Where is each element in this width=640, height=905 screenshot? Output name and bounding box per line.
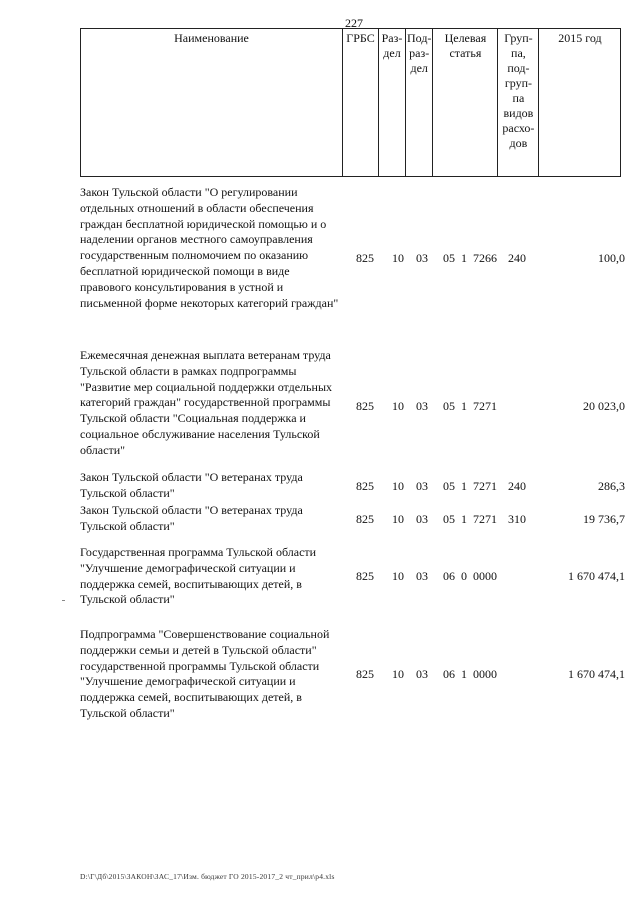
row-podrazdel: 03 [416,479,428,493]
row-podrazdel: 03 [416,251,428,265]
row-razdel: 10 [392,512,404,526]
row-gruppa: 240 [508,251,526,265]
row-sum: 20 023,0 [583,399,625,413]
row-grbs: 825 [356,479,374,493]
file-path-footer: D:\Г\Дб\2015\ЗАКОН\ЗАС_17\Изм. бюджет ГО 2015-2017_2 чт_прил\р4.xls [80,872,335,881]
row-grbs: 825 [356,512,374,526]
row-name: Закон Тульской области "О регулировании отдельных отношений в области обеспечения граждан бесплатной юридической помощью и о наделении органов местного самоуправления государственным полномочием по оказанию бесплатной юридической помощи в виде правового консультирования в устной и письменной форме некоторых категорий граждан" [80,185,339,310]
row-grbs: 825 [356,667,374,681]
row-grbs: 825 [356,569,374,583]
row-podrazdel: 03 [416,569,428,583]
row-gruppa: 310 [508,512,526,526]
row-celevaya: 06 0 0000 [443,569,497,583]
row-razdel: 10 [392,667,404,681]
header-celevaya: Целевая статья [433,29,498,177]
scan-mark [62,600,65,601]
row-gruppa: 240 [508,479,526,493]
row-celevaya: 05 1 7271 [443,512,497,526]
row-razdel: 10 [392,479,404,493]
header-year: 2015 год [539,29,621,177]
row-name: Закон Тульской области "О ветеранах труда Тульской области" [80,470,303,500]
row-grbs: 825 [356,251,374,265]
row-podrazdel: 03 [416,512,428,526]
row-razdel: 10 [392,399,404,413]
page-number: 227 [345,16,363,30]
row-name: Закон Тульской области "О ветеранах труда Тульской области" [80,503,303,533]
row-name: Подпрограмма "Совершенствование социальной поддержки семьи и детей в Тульской области" государственной программы Тульской области "Улучшение демографической ситуации и поддержка семей, воспитывающих детей, в Тульской области" [80,627,330,720]
row-sum: 286,3 [598,479,625,493]
row-razdel: 10 [392,251,404,265]
table-header [80,28,621,177]
row-name: Ежемесячная денежная выплата ветеранам труда Тульской области в рамках подпрограммы "Развитие мер социальной поддержки отдельных категорий граждан" государственной программы Тульской области "Социальная поддержка и социальное обслуживание населения Тульской области" [80,348,333,457]
row-podrazdel: 03 [416,667,428,681]
header-podrazdel: Под- раз- дел [406,29,433,177]
row-sum: 19 736,7 [583,512,625,526]
row-celevaya: 06 1 0000 [443,667,497,681]
row-grbs: 825 [356,399,374,413]
row-sum: 1 670 474,1 [568,667,625,681]
row-celevaya: 05 1 7271 [443,399,497,413]
header-name: Наименование [81,29,343,177]
header-gruppa: Груп- па, под- груп- па видов расхо- дов [498,29,539,177]
row-sum: 100,0 [598,251,625,265]
header-grbs: ГРБС [343,29,379,177]
row-sum: 1 670 474,1 [568,569,625,583]
row-podrazdel: 03 [416,399,428,413]
row-razdel: 10 [392,569,404,583]
row-celevaya: 05 1 7271 [443,479,497,493]
row-celevaya: 05 1 7266 [443,251,497,265]
row-name: Государственная программа Тульской области "Улучшение демографической ситуации и поддержка семей, воспитывающих детей, в Тульской области" [80,545,317,607]
header-razdel: Раз- дел [379,29,406,177]
